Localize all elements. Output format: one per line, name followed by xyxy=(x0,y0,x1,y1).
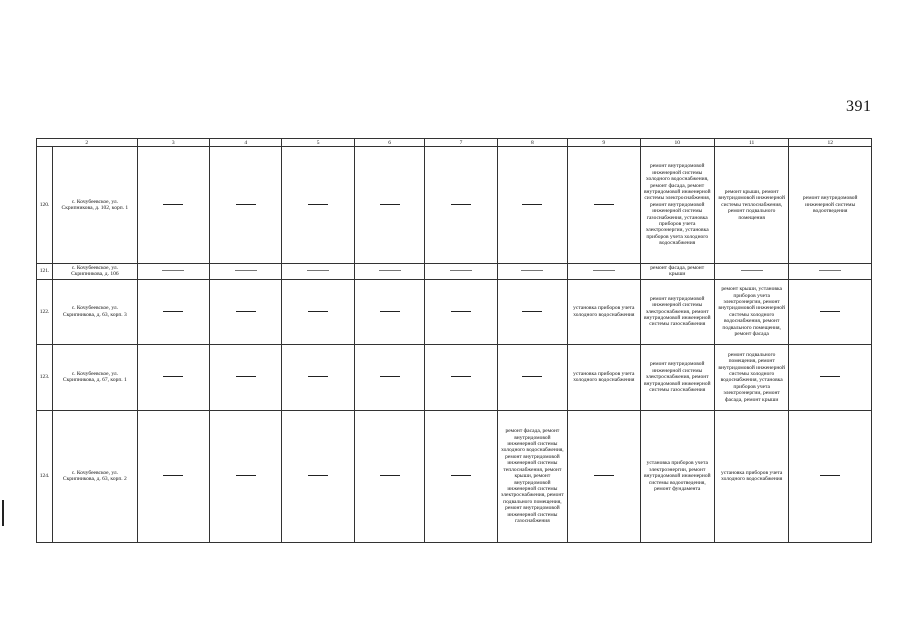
column-header-9: 9 xyxy=(568,139,640,147)
cell-col-7 xyxy=(425,410,497,542)
row-number: 120. xyxy=(37,147,53,264)
empty-dash xyxy=(380,376,400,377)
empty-dash xyxy=(163,376,183,377)
cell-col-7 xyxy=(425,147,497,264)
program-table xyxy=(36,138,872,543)
column-header-3: 3 xyxy=(137,139,209,147)
column-header-8: 8 xyxy=(497,139,567,147)
cell-col-12 xyxy=(789,264,872,280)
empty-dash xyxy=(819,270,841,271)
cell-col-4 xyxy=(210,410,282,542)
cell-col-11: ремонт крыши, установка приборов учета электроэнергии, ремонт внутридомовой инженерной системы холодного водоснабжения, ремонт подвального помещения, ремонт фасада xyxy=(714,279,788,344)
cell-col-3 xyxy=(137,147,209,264)
empty-dash xyxy=(593,270,615,271)
cell-col-6 xyxy=(354,264,424,280)
empty-dash xyxy=(379,270,401,271)
cell-col-3 xyxy=(137,344,209,410)
empty-dash xyxy=(522,376,542,377)
row-address: с. Кочубеевское, ул. Скрипникова, д. 67, корп. 1 xyxy=(53,344,138,410)
cell-col-5 xyxy=(282,344,354,410)
table-row xyxy=(37,279,872,344)
cell-col-5 xyxy=(282,147,354,264)
cell-col-6 xyxy=(354,279,424,344)
table-row xyxy=(37,264,872,280)
cell-col-12: ремонт внутридомовой инженерной системы водоотведения xyxy=(789,147,872,264)
empty-dash xyxy=(162,270,184,271)
row-address: с. Кочубеевское, ул. Скрипникова, д. 106 xyxy=(53,264,138,280)
empty-dash xyxy=(235,270,257,271)
empty-dash xyxy=(451,311,471,312)
row-number: 124. xyxy=(37,410,53,542)
row-number: 123. xyxy=(37,344,53,410)
cell-col-5 xyxy=(282,410,354,542)
scan-margin-mark xyxy=(2,500,4,526)
empty-dash xyxy=(522,204,542,205)
cell-col-9 xyxy=(568,410,640,542)
cell-col-5 xyxy=(282,264,354,280)
row-number: 122. xyxy=(37,279,53,344)
cell-col-6 xyxy=(354,410,424,542)
empty-dash xyxy=(820,475,840,476)
column-header-12: 12 xyxy=(789,139,872,147)
cell-col-8: ремонт фасада, ремонт внутридомовой инженерной системы холодного водоснабжения, ремонт внутридомовой инженерной системы теплоснабжения, ремонт крыши, ремонт внутридомовой инженерной системы электроснабжения, ремонт подвального помещения, ремонт внутридомовой инженерной системы газоснабжения xyxy=(497,410,567,542)
column-header-6: 6 xyxy=(354,139,424,147)
row-address: с. Кочубеевское, ул. Скрипникова, д. 102, корп. 1 xyxy=(53,147,138,264)
empty-dash xyxy=(380,204,400,205)
cell-col-11: ремонт крыши, ремонт внутридомовой инженерной системы теплоснабжения, ремонт подвального помещения xyxy=(714,147,788,264)
empty-dash xyxy=(522,311,542,312)
page-number: 391 xyxy=(846,98,872,115)
table-row xyxy=(37,410,872,542)
empty-dash xyxy=(450,270,472,271)
empty-dash xyxy=(308,311,328,312)
cell-col-7 xyxy=(425,264,497,280)
cell-col-10: установка приборов учета электроэнергии, ремонт внутридомовой инженерной системы водоотведения, ремонт фундамента xyxy=(640,410,714,542)
cell-col-3 xyxy=(137,410,209,542)
cell-col-7 xyxy=(425,279,497,344)
cell-col-8 xyxy=(497,264,567,280)
empty-dash xyxy=(451,376,471,377)
empty-dash xyxy=(163,311,183,312)
cell-col-9: установка приборов учета холодного водоснабжения xyxy=(568,279,640,344)
cell-col-11: ремонт подвального помещения, ремонт внутридомовой инженерной системы холодного водоснабжения, установка приборов учета электроэнергии, ремонт фасада, ремонт крыши xyxy=(714,344,788,410)
cell-col-10: ремонт внутридомовой инженерной системы электроснабжения, ремонт внутридомовой инженерной системы газоснабжения xyxy=(640,279,714,344)
cell-col-8 xyxy=(497,279,567,344)
empty-dash xyxy=(236,475,256,476)
table-row xyxy=(37,344,872,410)
column-header-10: 10 xyxy=(640,139,714,147)
empty-dash xyxy=(820,311,840,312)
cell-col-9 xyxy=(568,264,640,280)
cell-col-12 xyxy=(789,410,872,542)
row-address: с. Кочубеевское, ул. Скрипникова, д. 63, корп. 3 xyxy=(53,279,138,344)
column-header-1: 2 xyxy=(37,139,138,147)
empty-dash xyxy=(236,311,256,312)
cell-col-4 xyxy=(210,147,282,264)
empty-dash xyxy=(451,204,471,205)
empty-dash xyxy=(308,475,328,476)
cell-col-7 xyxy=(425,344,497,410)
empty-dash xyxy=(594,204,614,205)
empty-dash xyxy=(308,204,328,205)
cell-col-9: установка приборов учета холодного водоснабжения xyxy=(568,344,640,410)
empty-dash xyxy=(820,376,840,377)
cell-col-5 xyxy=(282,279,354,344)
empty-dash xyxy=(521,270,543,271)
empty-dash xyxy=(236,376,256,377)
empty-dash xyxy=(451,475,471,476)
cell-col-4 xyxy=(210,264,282,280)
cell-col-3 xyxy=(137,279,209,344)
cell-col-12 xyxy=(789,344,872,410)
empty-dash xyxy=(236,204,256,205)
row-address: с. Кочубеевское, ул. Скрипникова, д. 63, корп. 2 xyxy=(53,410,138,542)
cell-col-9 xyxy=(568,147,640,264)
empty-dash xyxy=(163,475,183,476)
cell-col-3 xyxy=(137,264,209,280)
cell-col-6 xyxy=(354,344,424,410)
empty-dash xyxy=(741,270,763,271)
column-header-5: 5 xyxy=(282,139,354,147)
cell-col-11: установка приборов учета холодного водоснабжения xyxy=(714,410,788,542)
cell-col-12 xyxy=(789,279,872,344)
row-number: 121. xyxy=(37,264,53,280)
cell-col-6 xyxy=(354,147,424,264)
cell-col-10: ремонт внутридомовой инженерной системы холодного водоснабжения, ремонт фасада, ремонт внутридомовой инженерной системы электроснабжения, ремонт внутридомовой инженерной системы газоснабжения, установка приборов учета электроэнергии, установка приборов учета холодного водоснабжения xyxy=(640,147,714,264)
cell-col-10: ремонт внутридомовой инженерной системы электроснабжения, ремонт внутридомовой инженерной системы газоснабжения xyxy=(640,344,714,410)
cell-col-10: ремонт фасада, ремонт крыши xyxy=(640,264,714,280)
empty-dash xyxy=(380,311,400,312)
cell-col-8 xyxy=(497,344,567,410)
column-header-4: 4 xyxy=(210,139,282,147)
cell-col-4 xyxy=(210,344,282,410)
column-header-7: 7 xyxy=(425,139,497,147)
empty-dash xyxy=(307,270,329,271)
empty-dash xyxy=(594,475,614,476)
empty-dash xyxy=(308,376,328,377)
column-header-11: 11 xyxy=(714,139,788,147)
cell-col-8 xyxy=(497,147,567,264)
cell-col-11 xyxy=(714,264,788,280)
table-row xyxy=(37,147,872,264)
column-number-row xyxy=(37,139,872,147)
cell-col-4 xyxy=(210,279,282,344)
empty-dash xyxy=(163,204,183,205)
empty-dash xyxy=(380,475,400,476)
